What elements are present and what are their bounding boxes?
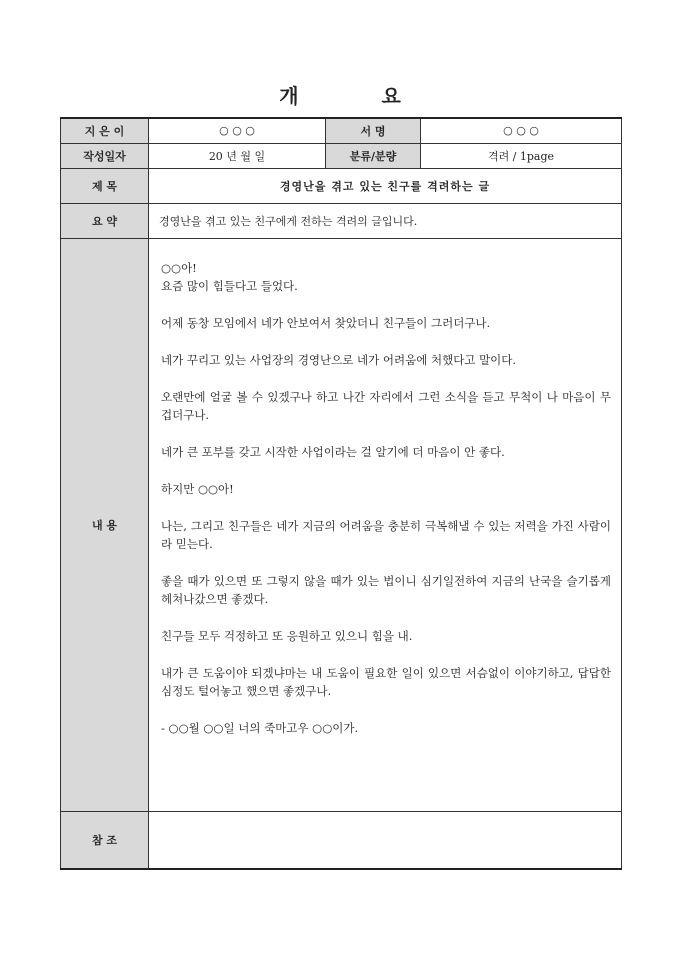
content-paragraph: 좋을 때가 있으면 또 그렇지 않을 때가 있는 법이니 심기일전하여 지금의 난국을 슬기롭게 헤쳐나갔으면 좋겠다.	[161, 573, 611, 606]
reference-label: 참 조	[61, 811, 149, 869]
date-label: 작성일자	[61, 143, 149, 168]
content-body	[149, 238, 622, 811]
content-paragraph: 오랜만에 얼굴 볼 수 있겠구나 하고 나간 자리에서 그런 소식을 듣고 무척이 나 마음이 무겁더구나.	[161, 389, 611, 422]
date-value: 20 년 월 일	[149, 143, 326, 168]
author-label: 지 은 이	[61, 118, 149, 143]
content-paragraph: 하지만 ○○아!	[161, 481, 234, 496]
subject-label: 제 목	[61, 168, 149, 203]
content-signoff: - ○○월 ○○일 너의 죽마고우 ○○이가.	[161, 720, 359, 735]
signature-label: 서 명	[326, 118, 421, 143]
content-label: 내 용	[61, 238, 149, 811]
page-title: 개 요	[279, 84, 439, 108]
content-greeting: ○○아!	[161, 260, 197, 275]
content-paragraph: 네가 큰 포부를 갖고 시작한 사업이라는 걸 알기에 더 마음이 안 좋다.	[161, 444, 505, 459]
signature-value: ○ ○ ○	[421, 118, 622, 143]
content-paragraph: 나는, 그리고 친구들은 네가 지금의 어려움을 충분히 극복해낼 수 있는 저력을 가진 사람이라 믿는다.	[161, 518, 611, 551]
category-label: 분류/분량	[326, 143, 421, 168]
content-paragraph: 친구들 모두 걱정하고 또 응원하고 있으니 힘을 내.	[161, 628, 413, 643]
content-paragraph: 내가 큰 도움이야 되겠냐마는 내 도움이 필요한 일이 있으면 서슴없이 이야기하고, 답답한 심정도 털어놓고 했으면 좋겠구나.	[161, 665, 611, 698]
subject-value: 경영난을 겪고 있는 친구를 격려하는 글	[149, 168, 622, 203]
summary-label: 요 약	[61, 203, 149, 238]
reference-value	[149, 811, 622, 869]
overview-table	[60, 117, 622, 870]
summary-value: 경영난을 겪고 있는 친구에게 전하는 격려의 글입니다.	[149, 203, 622, 238]
content-paragraph: 요즘 많이 힘들다고 들었다.	[161, 278, 298, 293]
content-paragraph: 어제 동창 모임에서 네가 안보여서 찾았더니 친구들이 그러더구나.	[161, 315, 491, 330]
author-value: ○ ○ ○	[149, 118, 326, 143]
content-paragraph: 네가 꾸리고 있는 사업장의 경영난으로 네가 어려움에 처했다고 말이다.	[161, 352, 517, 367]
category-value: 격려 / 1page	[421, 143, 622, 168]
